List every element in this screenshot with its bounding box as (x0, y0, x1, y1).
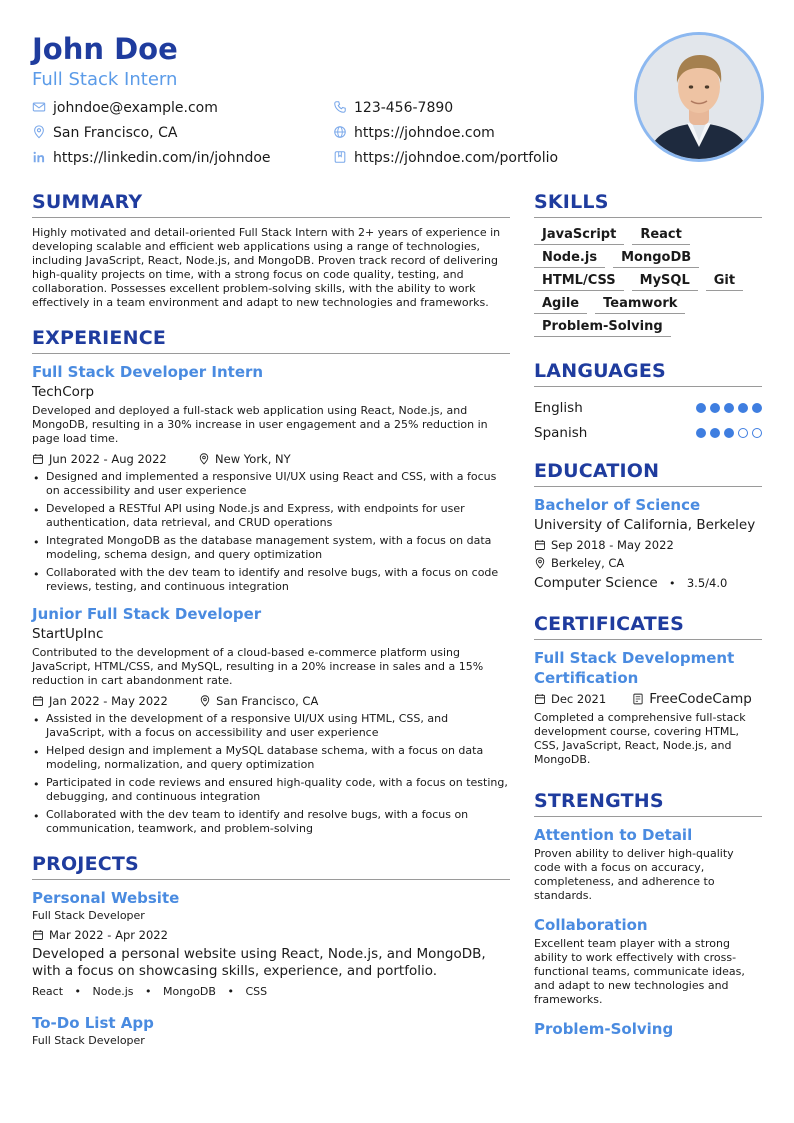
calendar-icon (32, 695, 44, 707)
phone-text: 123-456-7890 (354, 100, 454, 116)
level-dot-filled (724, 428, 734, 438)
mail-icon (32, 100, 46, 114)
project-item (32, 888, 510, 999)
education-location: Berkeley, CA (551, 556, 625, 570)
skills-section (534, 190, 762, 337)
experience-bullet: • Helped design and implement a MySQL database schema, with a focus on data modeling, normalization, and query optimization (32, 744, 510, 772)
skills-heading: SKILLS (534, 190, 762, 218)
level-dot-filled (710, 428, 720, 438)
experience-bullet: • Collaborated with the dev team to identify and resolve bugs, with a focus on code reviews, testing, and continuous integration (32, 566, 510, 594)
left-column (32, 190, 510, 1048)
experience-dates: Jun 2022 - Aug 2022 (49, 452, 167, 466)
strength-item (534, 825, 762, 903)
location-contact (32, 123, 177, 143)
languages-section (534, 359, 762, 445)
skills-list (534, 226, 762, 337)
project-role: Full Stack Developer (32, 909, 145, 922)
globe-icon (333, 125, 347, 139)
experience-role: Junior Full Stack Developer (32, 605, 262, 623)
linkedin-icon (32, 150, 46, 164)
experience-meta (32, 450, 510, 468)
right-column (534, 190, 762, 1039)
skill-tag: Agile (534, 295, 587, 314)
language-name: English (534, 399, 583, 416)
experience-location: San Francisco, CA (216, 694, 319, 708)
language-name: Spanish (534, 424, 588, 441)
certificate-meta (534, 690, 762, 708)
level-dot-filled (696, 403, 706, 413)
level-dot-filled (724, 403, 734, 413)
level-dot-filled (696, 428, 706, 438)
experience-bullet: • Collaborated with the dev team to identify and resolve bugs, with a focus on communication, teamwork, and problem-solving (32, 808, 510, 836)
certificate-date: Dec 2021 (551, 692, 607, 706)
education-dates-row (534, 536, 762, 554)
experience-heading: EXPERIENCE (32, 326, 510, 354)
tech-tag: Node.js (92, 985, 134, 998)
strength-name: Collaboration (534, 916, 648, 934)
experience-bullet: • Integrated MongoDB as the database management system, with a focus on data modeling, schema design, and query optimization (32, 534, 510, 562)
summary-text: Highly motivated and detail-oriented Full Stack Intern with 2+ years of experience in developing scalable and efficient web applications using a range of technologies, including JavaScript, React, Node.js, and MongoDB. Proven track record of delivering high-quality projects on time, with a strong focus on code quality, testing, and collaboration. Possesses excellent problem-solving skills, with the ability to work effectively in a team environment and adapt to new technologies and frameworks. (32, 226, 501, 309)
experience-bullet: • Designed and implemented a responsive UI/UX using React and CSS, with a focus on accessibility and user experience (32, 470, 510, 498)
map-pin-icon (199, 695, 211, 707)
calendar-icon (534, 539, 546, 551)
skill-tag: Node.js (534, 249, 605, 268)
portfolio-contact[interactable] (333, 148, 558, 168)
linkedin-text: https://linkedin.com/in/johndoe (53, 150, 271, 166)
tech-tag: React (32, 985, 64, 998)
calendar-icon (32, 453, 44, 465)
map-pin-icon (32, 125, 46, 139)
experience-dates: Jan 2022 - May 2022 (49, 694, 168, 708)
education-field-row (534, 573, 762, 594)
education-location-row (534, 554, 762, 572)
certificates-heading: CERTIFICATES (534, 612, 762, 640)
portfolio-text: https://johndoe.com/portfolio (354, 150, 559, 166)
language-row (534, 395, 762, 420)
project-item (32, 1013, 510, 1048)
email-text: johndoe@example.com (53, 100, 218, 116)
experience-meta (32, 692, 510, 710)
project-tech (32, 985, 510, 999)
languages-heading: LANGUAGES (534, 359, 762, 387)
strength-item (534, 1019, 762, 1039)
phone-contact[interactable] (333, 98, 453, 118)
candidate-name: John Doe (32, 32, 178, 66)
map-pin-icon (198, 453, 210, 465)
project-meta (32, 926, 510, 944)
experience-description: Contributed to the development of a cloud-based e-commerce platform using JavaScript, HTML/CSS, and MySQL, resulting in a 20% increase in sales and a 15% reduction in cart abandonment rate. (32, 646, 484, 687)
resume-page (32, 30, 762, 1047)
email-contact[interactable] (32, 98, 218, 118)
experience-section (32, 326, 510, 836)
certificate-name: Full Stack Development Certification (534, 649, 735, 687)
location-text: San Francisco, CA (53, 125, 178, 141)
project-name: To-Do List App (32, 1014, 154, 1032)
certificate-issuer: FreeCodeCamp (649, 691, 752, 707)
projects-heading: PROJECTS (32, 852, 510, 880)
experience-item (32, 604, 510, 836)
linkedin-contact[interactable] (32, 148, 271, 168)
project-dates: Mar 2022 - Apr 2022 (49, 928, 168, 942)
certificate-icon (632, 693, 644, 705)
education-degree: Bachelor of Science (534, 496, 701, 514)
experience-bullet: • Participated in code reviews and ensured high-quality code, with a focus on testing, debugging, and continuous integration (32, 776, 510, 804)
certificates-section (534, 612, 762, 767)
experience-location: New York, NY (215, 452, 291, 466)
strength-description: Excellent team player with a strong ability to work effectively with cross-functional teams, communicate ideas, and adapt to new technologies and frameworks. (534, 937, 745, 1006)
profile-photo (634, 32, 764, 162)
strengths-heading: STRENGTHS (534, 789, 762, 817)
tech-tag: CSS (245, 985, 268, 998)
experience-item (32, 362, 510, 594)
strength-description: Proven ability to deliver high-quality code with a focus on accuracy, completeness, and adherence to standards. (534, 847, 734, 902)
skill-tag: JavaScript (534, 226, 624, 245)
education-dates: Sep 2018 - May 2022 (551, 538, 674, 552)
experience-bullets (32, 470, 510, 594)
skill-tag: MongoDB (613, 249, 699, 268)
experience-description: Developed and deployed a full-stack web application using React, Node.js, and MongoDB, resulting in a 30% increase in user engagement and a 25% reduction in page load time. (32, 404, 488, 445)
candidate-title: Full Stack Intern (32, 69, 178, 90)
skill-tag: MySQL (632, 272, 698, 291)
level-dot-filled (710, 403, 720, 413)
skill-tag: HTML/CSS (534, 272, 624, 291)
tech-tag: MongoDB (163, 985, 216, 998)
experience-role: Full Stack Developer Intern (32, 363, 264, 381)
summary-heading: SUMMARY (32, 190, 510, 218)
language-row (534, 420, 762, 445)
language-level (696, 428, 762, 438)
education-heading: EDUCATION (534, 459, 762, 487)
experience-company: StartUpInc (32, 626, 104, 642)
skill-tag: Teamwork (595, 295, 685, 314)
education-gpa: 3.5/4.0 (686, 576, 728, 590)
level-dot-filled (738, 403, 748, 413)
strength-item (534, 915, 762, 1007)
project-name: Personal Website (32, 889, 180, 907)
calendar-icon (534, 693, 546, 705)
language-level (696, 403, 762, 413)
education-field: Computer Science (534, 575, 658, 591)
projects-section (32, 852, 510, 1048)
project-description: Developed a personal website using React, Node.js, and MongoDB, with a focus on showcasing skills, experience, and portfolio. (32, 946, 486, 979)
certificate-description: Completed a comprehensive full-stack development course, covering HTML, CSS, JavaScript, React, Node.js, and MongoDB. (534, 711, 746, 766)
strength-name: Attention to Detail (534, 826, 693, 844)
map-pin-icon (534, 557, 546, 569)
experience-bullet: • Developed a RESTful API using Node.js and Express, with endpoints for user authentication, data retrieval, and CRUD operations (32, 502, 510, 530)
level-dot-filled (752, 403, 762, 413)
experience-company: TechCorp (32, 384, 95, 400)
skill-tag: Problem-Solving (534, 318, 671, 337)
tech-separator: • (145, 985, 152, 998)
summary-section (32, 190, 510, 310)
avatar-portrait (637, 35, 761, 159)
website-contact[interactable] (333, 123, 495, 143)
education-section (534, 459, 762, 594)
phone-icon (333, 100, 347, 114)
strength-name: Problem-Solving (534, 1020, 674, 1038)
tech-separator: • (74, 985, 82, 998)
education-school: University of California, Berkeley (534, 517, 756, 533)
bookmark-icon (333, 150, 347, 164)
strengths-section (534, 789, 762, 1039)
field-separator: • (669, 577, 676, 590)
level-dot-empty (738, 428, 748, 438)
experience-bullet: • Assisted in the development of a responsive UI/UX using HTML, CSS, and JavaScript, with a focus on accessibility and user experience (32, 712, 510, 740)
project-role: Full Stack Developer (32, 1034, 145, 1047)
level-dot-empty (752, 428, 762, 438)
calendar-icon (32, 929, 44, 941)
skill-tag: Git (706, 272, 743, 291)
experience-bullets (32, 712, 510, 836)
tech-separator: • (227, 985, 234, 998)
website-text: https://johndoe.com (354, 125, 495, 141)
skill-tag: React (632, 226, 690, 245)
